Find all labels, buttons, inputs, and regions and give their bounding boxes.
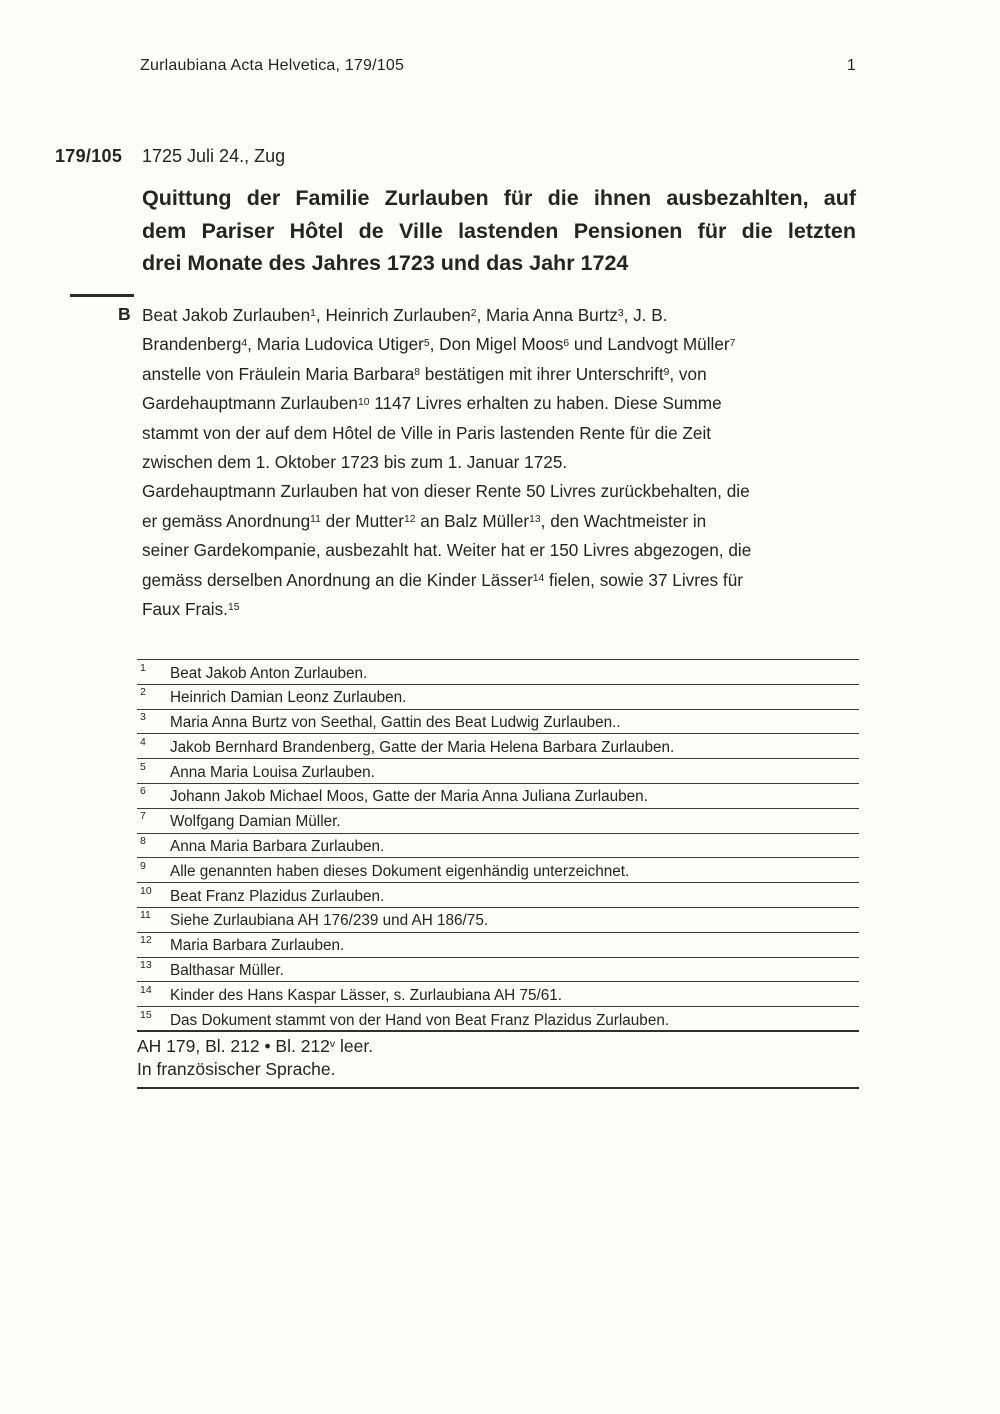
footnote-row bbox=[137, 684, 859, 709]
footnote-row bbox=[137, 882, 859, 907]
source-reference: AH 179, Bl. 212 • Bl. 212$^v$ leer. bbox=[137, 1036, 374, 1056]
running-header bbox=[140, 57, 856, 75]
regest-line: Gardehauptmann Zurlauben$^{10}$ 1147 Livres erhalten zu haben. Diese Summe bbox=[142, 393, 722, 414]
footnote-number: 1 bbox=[140, 661, 146, 674]
footnote-row bbox=[137, 907, 859, 932]
footnote-number: 13 bbox=[140, 959, 152, 972]
footnote-row bbox=[137, 733, 859, 758]
footnote-text: Wolfgang Damian Müller. bbox=[170, 813, 341, 831]
footnote-row bbox=[137, 808, 859, 833]
footnote-text: Anna Maria Louisa Zurlauben. bbox=[170, 763, 375, 781]
footnote-number: 6 bbox=[140, 785, 146, 798]
footnote-row bbox=[137, 709, 859, 734]
footnote-number: 12 bbox=[140, 934, 152, 947]
page-number: 1 bbox=[846, 57, 856, 74]
footnote-row bbox=[137, 981, 859, 1006]
footnote-text: Maria Anna Burtz von Seethal, Gattin des Beat Ludwig Zurlauben.. bbox=[170, 714, 621, 732]
document-title bbox=[142, 182, 856, 280]
footnote-number: 5 bbox=[140, 760, 146, 773]
footnote-number: 4 bbox=[140, 735, 146, 748]
footnotes bbox=[137, 659, 859, 1031]
regest-line: zwischen dem 1. Oktober 1723 bis zum 1. Januar 1725. bbox=[142, 452, 568, 473]
regest-line: stammt von der auf dem Hôtel de Ville in Paris lastenden Rente für die Zeit bbox=[142, 422, 712, 443]
docket-date-place: 1725 Juli 24., Zug bbox=[142, 146, 286, 166]
footnote-number: 11 bbox=[140, 909, 151, 922]
footnote-row bbox=[137, 857, 859, 882]
regest-text bbox=[142, 301, 858, 624]
regest-line: Beat Jakob Zurlauben$^1$, Heinrich Zurlauben$^2$, Maria Anna Burtz$^3$, J. B. bbox=[142, 305, 668, 325]
footnote-text: Jakob Bernhard Brandenberg, Gatte der Maria Helena Barbara Zurlauben. bbox=[170, 738, 675, 756]
footnote-text: Heinrich Damian Leonz Zurlauben. bbox=[170, 689, 407, 707]
source-block bbox=[137, 1030, 859, 1089]
footnote-text: Johann Jakob Michael Moos, Gatte der Maria Anna Juliana Zurlauben. bbox=[170, 788, 648, 806]
footnote-row bbox=[137, 932, 859, 957]
docket-line bbox=[55, 146, 285, 167]
footnote-row bbox=[137, 783, 859, 808]
footnote-number: 10 bbox=[140, 884, 152, 897]
footnote-text: Siehe Zurlaubiana AH 176/239 und AH 186/75. bbox=[170, 912, 489, 930]
footnote-number: 14 bbox=[140, 983, 152, 996]
footnote-number: 2 bbox=[140, 686, 146, 699]
regest-line: Gardehauptmann Zurlauben hat von dieser Rente 50 Livres zurückbehalten, die bbox=[142, 481, 750, 502]
footnote-text: Maria Barbara Zurlauben. bbox=[170, 937, 345, 955]
regest-line: Brandenberg$^4$, Maria Ludovica Utiger$^5$, Don Migel Moos$^6$ und Landvogt Müller$^7$ bbox=[142, 334, 736, 355]
footnote-row bbox=[137, 957, 859, 982]
footnote-text: Kinder des Hans Kaspar Lässer, s. Zurlaubiana AH 75/61. bbox=[170, 986, 562, 1004]
footnote-text: Beat Jakob Anton Zurlauben. bbox=[170, 664, 368, 682]
footnote-number: 8 bbox=[140, 835, 146, 848]
footnote-row bbox=[137, 833, 859, 858]
footnote-row bbox=[137, 758, 859, 783]
document-number: 179/105 bbox=[55, 146, 123, 166]
section-rule bbox=[70, 294, 134, 297]
footnote-number: 7 bbox=[140, 810, 146, 823]
section-label: B bbox=[118, 304, 131, 324]
footnote-number: 3 bbox=[140, 711, 146, 724]
title-line: drei Monate des Jahres 1723 und das Jahr 1724 bbox=[142, 251, 629, 275]
footnote-text: Alle genannten haben dieses Dokument eigenhändig unterzeichnet. bbox=[170, 862, 630, 880]
regest-line: Faux Frais.$^{15}$ bbox=[142, 599, 240, 620]
title-line: Quittung der Familie Zurlauben für die ihnen ausbezahlten, auf bbox=[142, 186, 856, 210]
running-header-title: Zurlaubiana Acta Helvetica, 179/105 bbox=[140, 57, 405, 74]
regest-line: gemäss derselben Anordnung an die Kinder Lässer$^{14}$ fielen, sowie 37 Livres für bbox=[142, 569, 743, 590]
title-line: dem Pariser Hôtel de Ville lastenden Pensionen für die letzten bbox=[142, 218, 856, 243]
footnote-text: Das Dokument stammt von der Hand von Beat Franz Plazidus Zurlauben. bbox=[170, 1011, 670, 1029]
footnote-number: 9 bbox=[140, 859, 146, 872]
footnote-number: 15 bbox=[140, 1008, 152, 1021]
regest-line: anstelle von Fräulein Maria Barbara$^8$ bestätigen mit ihrer Unterschrift$^9$, von bbox=[142, 363, 707, 384]
footnote-text: Anna Maria Barbara Zurlauben. bbox=[170, 838, 385, 856]
source-language: In französischer Sprache. bbox=[137, 1058, 336, 1079]
footnote-text: Balthasar Müller. bbox=[170, 962, 284, 980]
regest-line: seiner Gardekompanie, ausbezahlt hat. Weiter hat er 150 Livres abgezogen, die bbox=[142, 540, 752, 561]
footnote-row bbox=[137, 1006, 859, 1031]
footnote-text: Beat Franz Plazidus Zurlauben. bbox=[170, 887, 385, 905]
footnote-row bbox=[137, 659, 859, 684]
regest-line: er gemäss Anordnung$^{11}$ der Mutter$^{12}$ an Balz Müller$^{13}$, den Wachtmeister in bbox=[142, 510, 707, 531]
